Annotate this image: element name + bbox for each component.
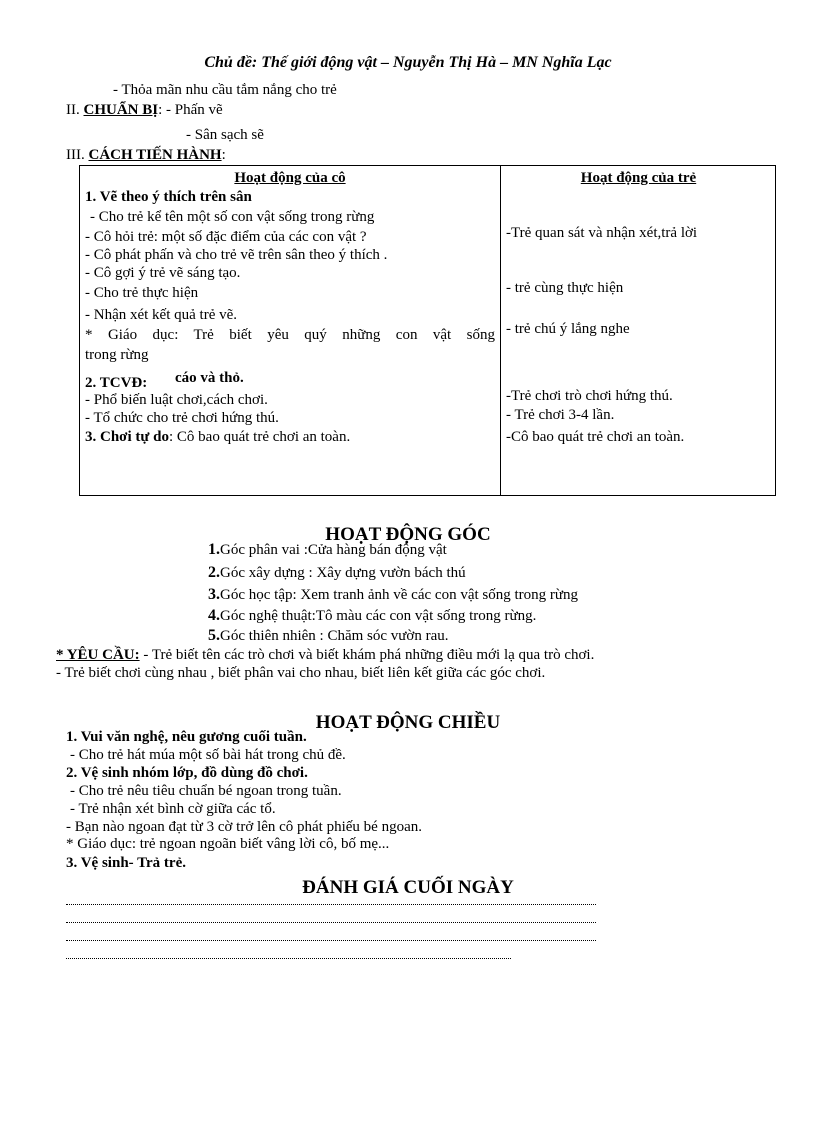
teacher-line: - Tổ chức cho trẻ chơi hứng thú.	[85, 410, 279, 426]
evaluation-dotted-line	[66, 958, 511, 959]
afternoon-item-3: 3. Vệ sinh- Trả trẻ.	[66, 855, 186, 871]
prep-label: II.	[66, 102, 84, 118]
child-line: -Trẻ chơi trò chơi hứng thú.	[506, 388, 673, 404]
activity-2-title: 2. TCVĐ:	[85, 375, 148, 391]
requirement-line-2: - Trẻ biết chơi cùng nhau , biết phân vai cho nhau, biết liên kết giữa các góc chơi.	[56, 665, 546, 681]
activity-3-text: : Cô bao quát trẻ chơi an toàn.	[169, 429, 351, 445]
prep-text: : - Phấn vẽ	[158, 102, 223, 118]
corner-number: 2.	[208, 564, 220, 581]
afternoon-item-1-end: .	[302, 729, 307, 745]
evaluation-dotted-line	[66, 904, 596, 905]
corner-number: 1.	[208, 541, 220, 558]
proc-colon: :	[221, 147, 226, 163]
activity-3-line	[85, 430, 350, 445]
prep-line-2: - Sân sạch sẽ	[186, 127, 264, 143]
afternoon-item-2: 2. Vệ sinh nhóm lớp, đồ dùng đồ chơi.	[66, 765, 308, 781]
corner-item	[208, 542, 447, 558]
child-line: - trẻ cùng thực hiện	[506, 280, 624, 296]
corner-number: 4.	[208, 607, 220, 624]
afternoon-line: - Trẻ nhận xét bình cờ giữa các tổ.	[70, 801, 276, 817]
teacher-line: * Giáo dục: Trẻ biết yêu quý những con vật sống	[85, 327, 495, 343]
corner-text: Góc học tập: Xem tranh ảnh về các con vật sống trong rừng	[220, 587, 579, 603]
child-line: - trẻ chú ý lắng nghe	[506, 321, 630, 337]
corner-item	[208, 587, 578, 603]
teacher-line: trong rừng	[85, 347, 149, 363]
activity-1-title: 1. Vẽ theo ý thích trên sân	[85, 189, 252, 205]
corner-number: 3.	[208, 586, 220, 603]
afternoon-line: - Bạn nào ngoan đạt từ 3 cờ trở lên cô phát phiếu bé ngoan.	[66, 819, 422, 835]
afternoon-title: HOẠT ĐỘNG CHIỀU	[315, 712, 501, 733]
requirement-text: - Trẻ biết tên các trò chơi và biết khám phá những điều mới lạ qua trò chơi.	[139, 647, 595, 663]
afternoon-line: * Giáo dục: trẻ ngoan ngoãn biết vâng lời cô, bố mẹ...	[66, 836, 390, 852]
activity-table	[79, 165, 776, 496]
child-line: - Trẻ chơi 3-4 lần.	[506, 407, 615, 423]
evaluation-dotted-line	[66, 940, 596, 941]
child-line: -Trẻ quan sát và nhận xét,trả lời	[506, 225, 698, 241]
procedure-line	[66, 148, 226, 163]
requirement-line	[56, 648, 594, 663]
prep-line	[66, 103, 223, 118]
corner-item	[208, 608, 536, 624]
teacher-line: - Phổ biến luật chơi,cách chơi.	[85, 392, 268, 408]
corner-text: Góc xây dựng : Xây dựng vườn bách thú	[220, 565, 466, 581]
teacher-line: - Nhận xét kết quả trẻ vẽ.	[85, 307, 238, 323]
table-divider	[500, 166, 501, 495]
afternoon-item-1	[66, 730, 307, 745]
teacher-line: - Cho trẻ thực hiện	[85, 285, 199, 301]
corner-item	[208, 565, 466, 581]
corner-number: 5.	[208, 627, 220, 644]
evaluation-title: ĐÁNH GIÁ CUỐI NGÀY	[302, 877, 514, 898]
proc-title: CÁCH TIẾN HÀNH	[88, 147, 222, 163]
activity-2-game: cáo và thỏ.	[175, 370, 244, 386]
requirement-label: * YÊU CẦU:	[56, 647, 140, 663]
goal-line: - Thỏa mãn nhu cầu tắm nắng cho trẻ	[113, 82, 337, 98]
corner-text: Góc nghệ thuật:Tô màu các con vật sống trong rừng.	[220, 608, 537, 624]
afternoon-line: - Cho trẻ nêu tiêu chuẩn bé ngoan trong tuần.	[70, 783, 342, 799]
teacher-line: - Cô hỏi trẻ: một số đặc điểm của các con vật ?	[85, 229, 367, 245]
activity-3-title: 3. Chơi tự do	[85, 429, 169, 445]
afternoon-line: - Cho trẻ hát múa một số bài hát trong chủ đề.	[70, 747, 346, 763]
teacher-column-header: Hoạt động của cô	[234, 170, 346, 186]
proc-label: III.	[66, 147, 89, 163]
afternoon-item-1-title: 1. Vui văn nghệ, nêu gương cuối tuần	[66, 729, 303, 745]
child-line: -Cô bao quát trẻ chơi an toàn.	[506, 429, 685, 445]
evaluation-dotted-line	[66, 922, 596, 923]
child-column-header: Hoạt động của trẻ	[580, 170, 697, 186]
corner-item	[208, 628, 449, 644]
teacher-line: - Cô phát phấn và cho trẻ vẽ trên sân theo ý thích .	[85, 247, 388, 263]
page-header: Chủ đề: Thế giới động vật – Nguyễn Thị Hà – MN Nghĩa Lạc	[204, 54, 612, 71]
corners-title: HOẠT ĐỘNG GÓC	[325, 524, 491, 545]
corner-text: Góc phân vai :Cửa hàng bán động vật	[220, 542, 447, 558]
corner-text: Góc thiên nhiên : Chăm sóc vườn rau.	[220, 628, 449, 644]
prep-title: CHUẨN BỊ	[83, 102, 159, 118]
teacher-line: - Cô gợi ý trẻ vẽ sáng tạo.	[85, 265, 241, 281]
teacher-line: - Cho trẻ kể tên một số con vật sống trong rừng	[90, 209, 375, 225]
